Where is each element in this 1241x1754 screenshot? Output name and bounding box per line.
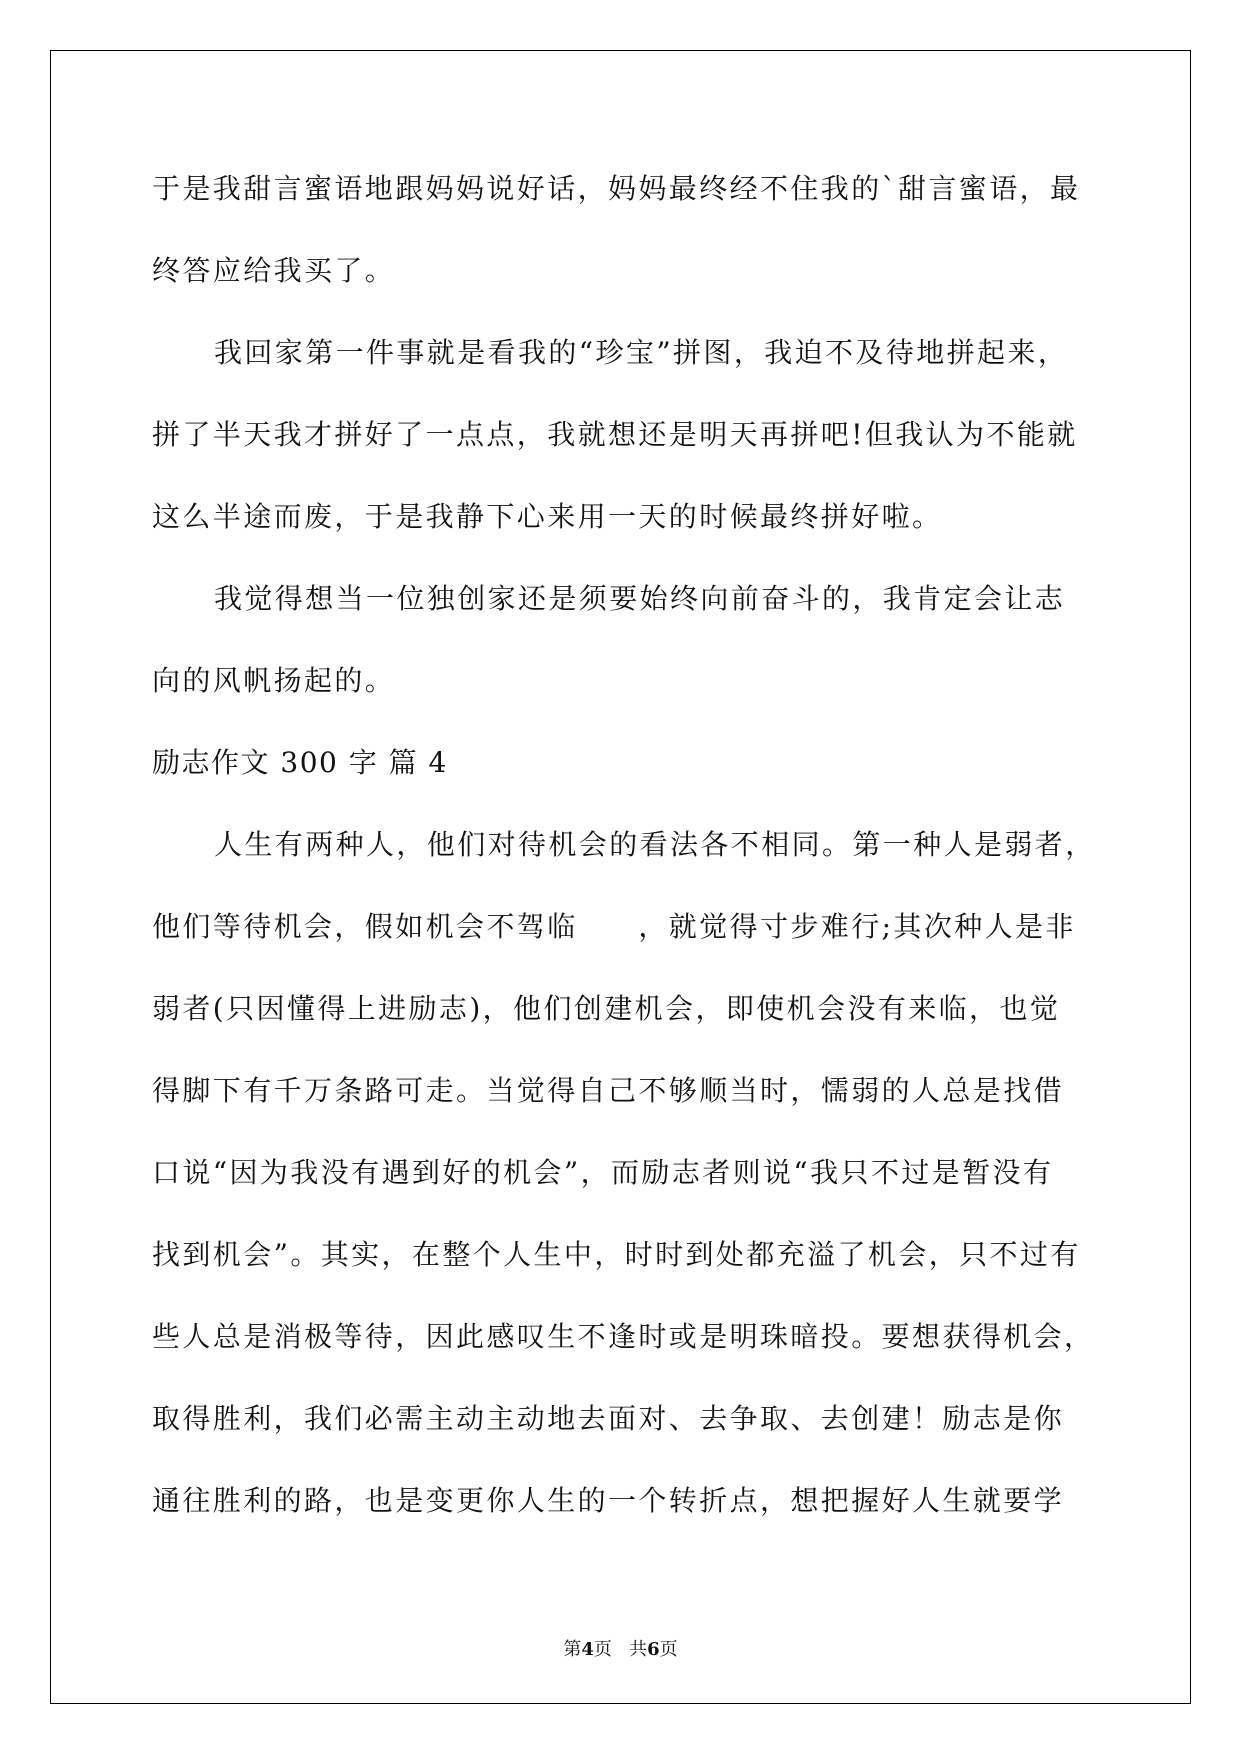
paragraph-line: 向的风帆扬起的。 xyxy=(152,664,396,697)
paragraph-line: 于是我甜言蜜语地跟妈妈说好话，妈妈最终经不住我的`甜言蜜语，最 xyxy=(152,172,1081,205)
paragraph-line: 拼了半天我才拼好了一点点，我就想还是明天再拼吧!但我认为不能就 xyxy=(152,418,1078,451)
paragraph-line: 终答应给我买了。 xyxy=(152,254,396,287)
paragraph-line: 找到机会”。其实，在整个人生中，时时到处都充溢了机会，只不过有 xyxy=(152,1238,1081,1271)
paragraph-line: 我觉得想当一位独创家还是须要始终向前奋斗的，我肯定会让志 xyxy=(214,582,1066,615)
total-page-number: 6 xyxy=(647,1639,660,1660)
page-footer xyxy=(0,1635,1241,1661)
paragraph-line: 弱者(只因懂得上进励志)，他们创建机会，即使机会没有来临，也觉 xyxy=(152,992,1061,1025)
footer-page-word: 页 xyxy=(593,1639,612,1660)
paragraph-line: 我回家第一件事就是看我的“珍宝”拼图，我迫不及待地拼起来， xyxy=(214,336,1069,369)
footer-total-prefix: 共 xyxy=(629,1639,648,1660)
document-body xyxy=(152,158,1096,1552)
paragraph-line: 取得胜利，我们必需主动主动地去面对、去争取、去创建！励志是你 xyxy=(152,1402,1065,1435)
paragraph-line: 口说“因为我没有遇到好的机会”，而励志者则说“我只不过是暂没有 xyxy=(152,1156,1054,1189)
paragraph-line: 这么半途而废，于是我静下心来用一天的时候最终拼好啦。 xyxy=(152,500,943,533)
section-heading: 励志作文 300 字 篇 4 xyxy=(152,746,448,779)
current-page-number: 4 xyxy=(581,1639,594,1660)
paragraph-line: 他们等待机会，假如机会不驾临 ，就觉得寸步难行;其次种人是非 xyxy=(152,910,1076,943)
footer-total-suffix: 页 xyxy=(659,1639,678,1660)
footer-prefix: 第 xyxy=(563,1639,582,1660)
paragraph-line: 些人总是消极等待，因此感叹生不逢时或是明珠暗投。要想获得机会， xyxy=(152,1320,1095,1353)
paragraph-line: 通往胜利的路，也是变更你人生的一个转折点，想把握好人生就要学 xyxy=(152,1484,1065,1517)
paragraph-line: 得脚下有千万条路可走。当觉得自己不够顺当时，懦弱的人总是找借 xyxy=(152,1074,1065,1107)
paragraph-line: 人生有两种人，他们对待机会的看法各不相同。第一种人是弱者， xyxy=(214,828,1096,861)
